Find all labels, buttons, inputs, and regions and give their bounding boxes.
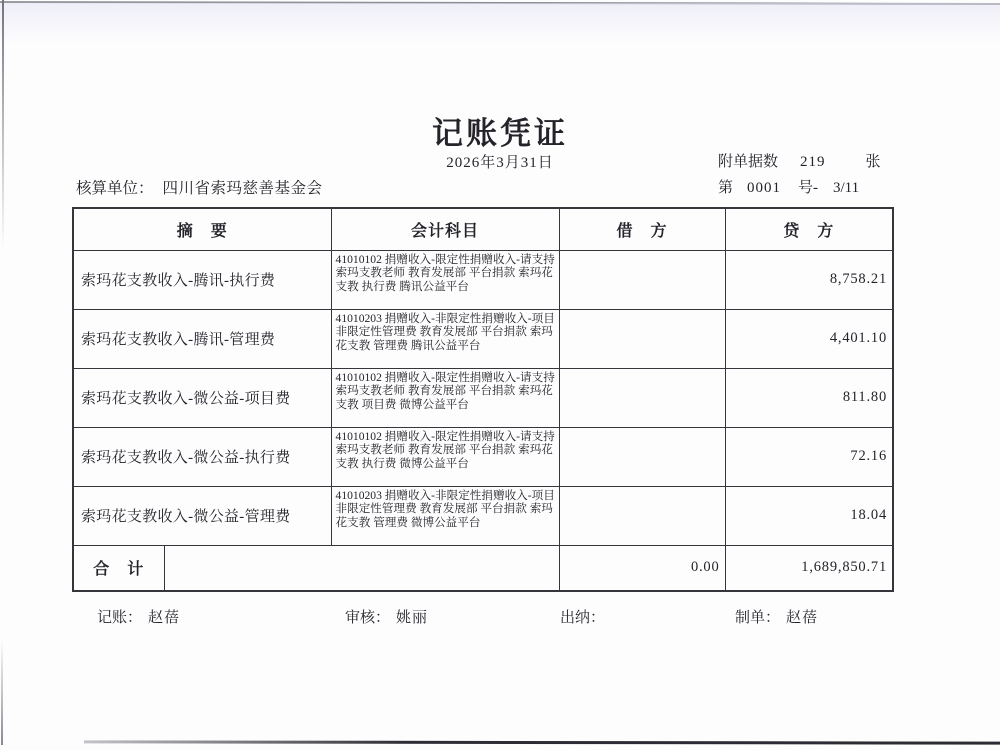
voucher-number-line <box>718 176 859 197</box>
voucher-number-suffix: 号- <box>798 180 819 196</box>
credit-cell: 8,758.21 <box>725 250 893 309</box>
credit-cell: 4,401.10 <box>725 309 893 368</box>
column-header-subject: 会计科目 <box>331 208 559 250</box>
accounting-unit-line <box>76 176 323 198</box>
signature-reviewer-value: 姚丽 <box>396 610 429 626</box>
table-row <box>73 309 893 368</box>
table-row <box>73 368 893 427</box>
summary-cell: 索玛花支教收入-腾讯-执行费 <box>73 250 331 309</box>
table-row <box>73 486 893 545</box>
table-row <box>73 250 893 309</box>
summary-cell: 索玛花支教收入-微公益-管理费 <box>73 486 331 545</box>
voucher-table <box>72 207 894 592</box>
column-header-credit: 贷 方 <box>725 208 893 250</box>
scan-tint <box>0 3 1000 43</box>
credit-cell: 811.80 <box>725 368 893 427</box>
summary-cell: 索玛花支教收入-微公益-执行费 <box>73 427 331 486</box>
attached-docs-count: 219 <box>800 154 826 170</box>
total-empty-cell <box>164 545 559 591</box>
total-label-cell: 合 计 <box>73 545 164 591</box>
total-credit-cell: 1,689,850.71 <box>725 545 893 591</box>
voucher-page-number: 3/11 <box>833 180 860 196</box>
credit-cell: 18.04 <box>725 486 893 545</box>
credit-cell: 72.16 <box>725 427 893 486</box>
total-debit-cell: 0.00 <box>559 545 725 591</box>
voucher-title: 记账凭证 <box>432 116 568 151</box>
table-row <box>73 427 893 486</box>
scan-edge-bottom <box>84 740 1000 744</box>
debit-cell <box>559 486 725 545</box>
debit-cell <box>559 368 725 427</box>
debit-cell <box>559 309 725 368</box>
column-header-summary: 摘 要 <box>73 208 331 250</box>
total-row <box>73 545 893 591</box>
accounting-unit-value: 四川省索玛慈善基金会 <box>162 180 323 197</box>
table-header-row <box>73 208 893 250</box>
summary-cell: 索玛花支教收入-微公益-项目费 <box>73 368 331 427</box>
attached-docs-label: 附单据数 <box>718 154 779 170</box>
summary-cell: 索玛花支教收入-腾讯-管理费 <box>73 309 331 368</box>
debit-cell <box>559 427 725 486</box>
subject-cell: 41010102 捐赠收入-限定性捐赠收入-请支持索玛支教老师 教育发展部 平台捐款 索玛花支教 项目费 微博公益平台 <box>331 368 559 427</box>
signature-preparer-label: 制单： <box>735 610 781 626</box>
scan-edge-left-bottom <box>1 640 3 745</box>
voucher-date: 2026年3月31日 <box>446 155 554 171</box>
signature-bookkeeper <box>97 606 180 627</box>
attached-docs-line <box>718 150 881 171</box>
subject-cell: 41010203 捐赠收入-非限定性捐赠收入-项目非限定性管理费 教育发展部 平台捐款 索玛花支教 管理费 微博公益平台 <box>331 486 559 545</box>
subject-cell: 41010102 捐赠收入-限定性捐赠收入-请支持索玛支教老师 教育发展部 平台捐款 索玛花支教 执行费 腾讯公益平台 <box>331 250 559 309</box>
subject-cell: 41010203 捐赠收入-非限定性捐赠收入-项目非限定性管理费 教育发展部 平台捐款 索玛花支教 管理费 腾讯公益平台 <box>331 309 559 368</box>
voucher-number-prefix: 第 <box>718 180 734 196</box>
column-header-debit: 借 方 <box>559 208 725 250</box>
attached-docs-unit: 张 <box>865 154 881 170</box>
signature-bookkeeper-label: 记账： <box>97 610 143 626</box>
signature-reviewer-label: 审核： <box>345 610 391 626</box>
signature-bookkeeper-value: 赵蓓 <box>148 610 181 626</box>
signature-cashier-label: 出纳： <box>560 610 606 626</box>
signature-reviewer <box>345 606 428 627</box>
signature-preparer <box>735 606 818 627</box>
debit-cell <box>559 250 725 309</box>
signature-preparer-value: 赵蓓 <box>786 610 819 626</box>
subject-cell: 41010102 捐赠收入-限定性捐赠收入-请支持索玛支教老师 教育发展部 平台捐款 索玛花支教 执行费 微博公益平台 <box>331 427 559 486</box>
accounting-unit-label: 核算单位： <box>76 180 154 197</box>
signature-cashier <box>560 606 611 627</box>
voucher-number-value: 0001 <box>747 180 782 196</box>
